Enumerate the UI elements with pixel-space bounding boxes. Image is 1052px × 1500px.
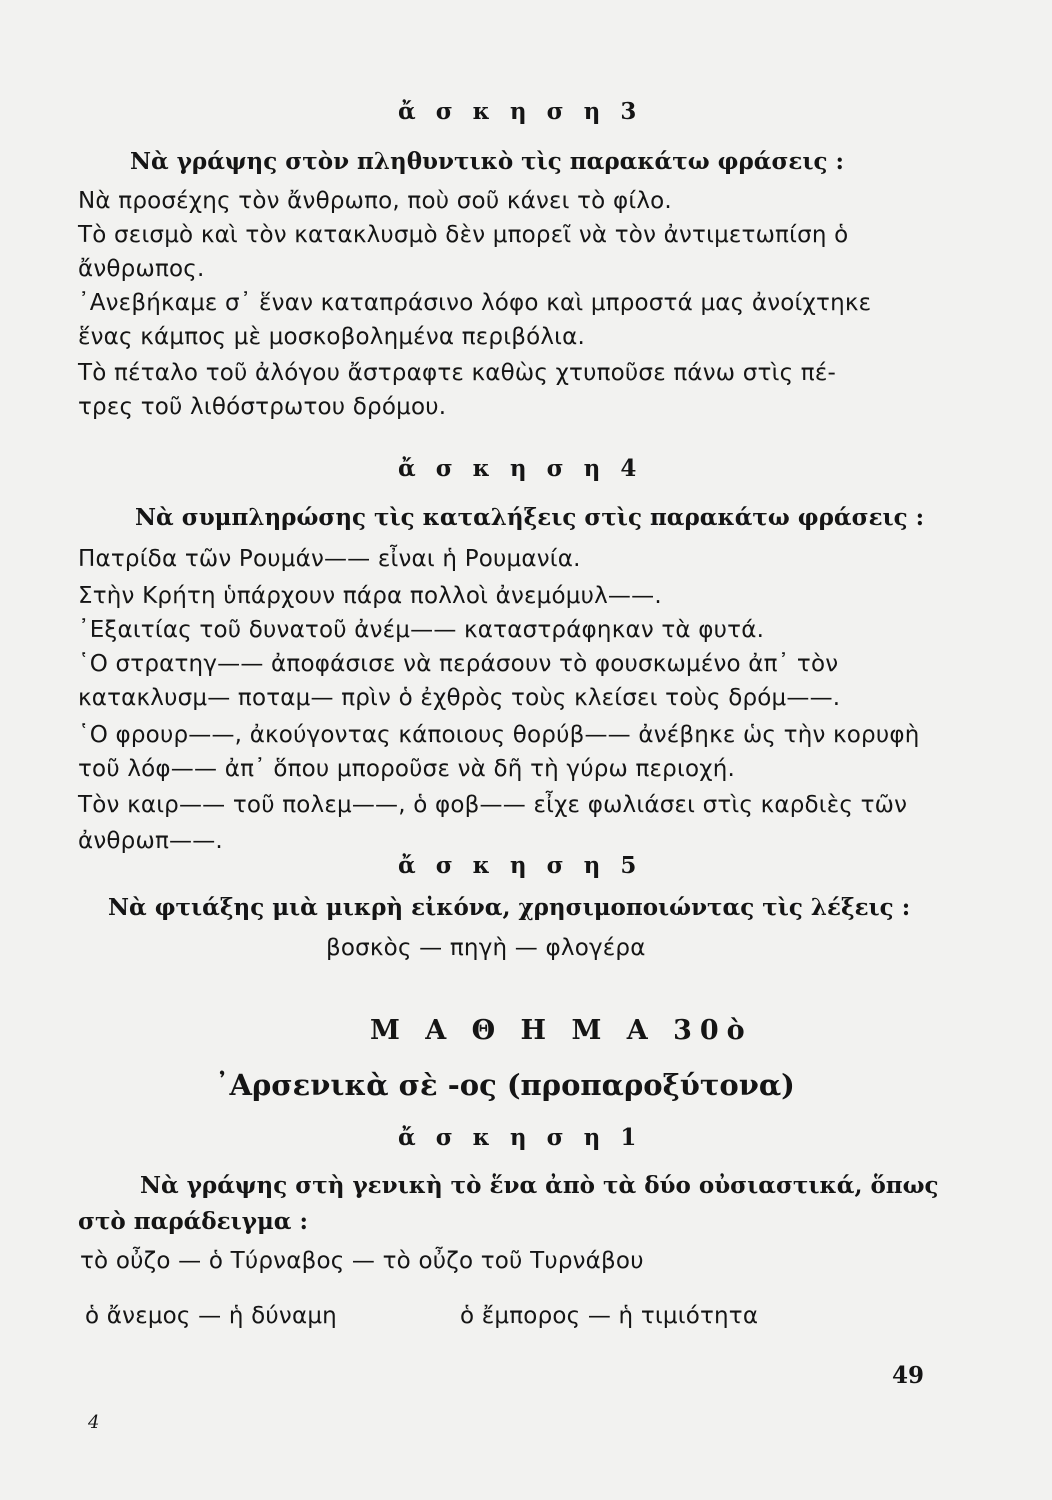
exercise-4-line: Πατρίδα τῶν Ρουμάν—— εἶναι ἡ Ρουμανία. [78, 546, 581, 572]
exercise-5-instruction: Νὰ φτιάξης μιὰ μικρὴ εἰκόνα, χρησιμοποιώντας τὶς λέξεις : [108, 894, 911, 921]
signature-mark: 4 [88, 1412, 100, 1433]
exercise-4-line: Τὸν καιρ—— τοῦ πολεμ——, ὁ φοβ—— εἶχε φωλιάσει στὶς καρδιὲς τῶν [78, 792, 908, 818]
exercise-3-line: Τὸ πέταλο τοῦ ἀλόγου ἄστραφτε καθὼς χτυποῦσε πάνω στὶς πέ- [78, 360, 836, 386]
exercise-3-line: ἕνας κάμπος μὲ μοσκοβολημένα περιβόλια. [78, 324, 586, 350]
exercise-4-heading: ἄ σ κ η σ η 4 [398, 455, 643, 482]
lesson-title: Μ Α Θ Η Μ Α 30ὸ [370, 1015, 753, 1046]
exercise-1-instruction-continued: στὸ παράδειγμα : [78, 1208, 308, 1235]
exercise-4-line: ἀνθρωπ——. [78, 828, 223, 854]
exercise-3-line: Τὸ σεισμὸ καὶ τὸν κατακλυσμὸ δὲν μπορεῖ νὰ τὸν ἀντιμετωπίση ὁ [78, 222, 849, 248]
exercise-3-line: ἄνθρωπος. [78, 256, 205, 282]
exercise-4-instruction: Νὰ συμπληρώσης τὶς καταλήξεις στὶς παρακάτω φράσεις : [135, 504, 925, 531]
exercise-1-pair: ὁ ἔμπορος — ἡ τιμιότητα [460, 1303, 759, 1329]
page-number: 49 [892, 1362, 925, 1389]
exercise-5-heading: ἄ σ κ η σ η 5 [398, 852, 643, 879]
exercise-3-heading: ἄ σ κ η σ η 3 [398, 98, 643, 125]
exercise-1-pair: ὁ ἄνεμος — ἡ δύναμη [85, 1303, 337, 1329]
exercise-1-heading: ἄ σ κ η σ η 1 [398, 1124, 643, 1151]
exercise-1-example: τὸ οὖζο — ὁ Τύρναβος — τὸ οὖζο τοῦ Τυρνάβου [80, 1248, 644, 1274]
exercise-3-line: τρες τοῦ λιθόστρωτου δρόμου. [78, 394, 447, 420]
exercise-4-line: ῾Ο στρατηγ—— ἀποφάσισε νὰ περάσουν τὸ φουσκωμένο ἀπ᾿ τὸν [78, 651, 839, 677]
exercise-3-line: ᾿Ανεβήκαμε σ᾿ ἕναν καταπράσινο λόφο καὶ μπροστά μας ἀνοίχτηκε [78, 290, 872, 316]
exercise-5-words: βοσκὸς — πηγὴ — φλογέρα [326, 935, 646, 961]
exercise-4-line: κατακλυσμ— ποταμ— πρὶν ὁ ἐχθρὸς τοὺς κλείσει τοὺς δρόμ——. [78, 685, 841, 711]
exercise-4-line: τοῦ λόφ—— ἀπ᾿ ὅπου μποροῦσε νὰ δῆ τὴ γύρω περιοχή. [78, 756, 735, 782]
exercise-4-line: Στὴν Κρήτη ὑπάρχουν πάρα πολλοὶ ἀνεμόμυλ——. [78, 583, 662, 609]
exercise-4-line: ῾Ο φρουρ——, ἀκούγοντας κάποιους θορύβ—— ἀνέβηκε ὡς τὴν κορυφὴ [78, 722, 920, 748]
exercise-1-instruction: Νὰ γράψης στὴ γενικὴ τὸ ἕνα ἀπὸ τὰ δύο οὐσιαστικά, ὅπως [140, 1172, 939, 1199]
exercise-3-instruction: Νὰ γράψης στὸν πληθυντικὸ τὶς παρακάτω φράσεις : [130, 148, 845, 175]
lesson-subtitle: ᾿Αρσενικὰ σὲ -ος (προπαροξύτονα) [215, 1068, 795, 1102]
exercise-3-line: Νὰ προσέχης τὸν ἄνθρωπο, ποὺ σοῦ κάνει τὸ φίλο. [78, 188, 672, 214]
exercise-4-line: ᾿Εξαιτίας τοῦ δυνατοῦ ἀνέμ—— καταστράφηκαν τὰ φυτά. [78, 617, 765, 643]
